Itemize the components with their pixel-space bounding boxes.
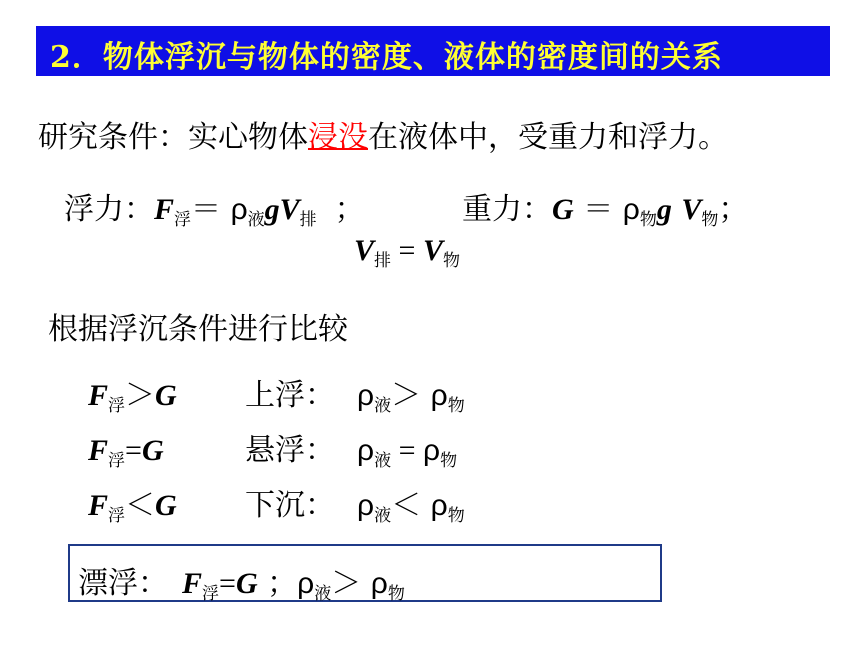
case-3-rho2: ρ	[430, 489, 448, 522]
case-1-state: 上浮：	[245, 378, 335, 413]
gravity-label: 重力：	[462, 192, 552, 227]
gravity-formula	[462, 184, 748, 228]
volume-eq: =	[391, 234, 423, 267]
buoyancy-rho-sub: 液	[247, 210, 265, 230]
case-2-F: F	[88, 434, 109, 467]
case-2-rho1: ρ	[357, 434, 375, 467]
buoyancy-g: g	[264, 193, 280, 226]
buoyancy-label: 浮力：	[64, 192, 154, 227]
buoyancy-F: F	[154, 193, 175, 226]
floating-formula	[78, 558, 405, 602]
case-3-rel: ＜	[391, 489, 422, 522]
volume-equation	[354, 233, 460, 271]
floating-rho2-sub: 物	[387, 584, 405, 604]
floating-G: G	[235, 567, 258, 600]
floating-separator: ；	[267, 566, 298, 601]
condition-line	[38, 112, 728, 156]
volume-V2-sub: 物	[442, 251, 460, 271]
buoyancy-eq: ＝	[191, 193, 222, 226]
case-2-G: G	[141, 434, 164, 467]
condition-text-after: 在液体中，受重力和浮力。	[368, 120, 728, 155]
case-1-F: F	[88, 379, 109, 412]
case-1-rho1: ρ	[357, 379, 375, 412]
gravity-rho-sub: 物	[639, 210, 657, 230]
case-row	[88, 425, 457, 469]
floating-rho1: ρ	[297, 567, 315, 600]
buoyancy-formula	[64, 184, 365, 228]
buoyancy-V-sub: 排	[299, 210, 317, 230]
case-3-G: G	[155, 489, 177, 522]
case-3-F-sub: 浮	[108, 506, 126, 526]
case-3-op: ＜	[125, 489, 156, 522]
case-1-op: ＞	[125, 379, 156, 412]
floating-F: F	[182, 567, 203, 600]
buoyancy-V: V	[279, 193, 300, 226]
case-1-rho2-sub: 物	[447, 396, 465, 416]
floating-F-sub: 浮	[202, 584, 220, 604]
floating-label: 漂浮：	[78, 566, 168, 601]
case-2-rho2: ρ	[423, 434, 441, 467]
floating-rho1-sub: 液	[314, 584, 332, 604]
case-2-state: 悬浮：	[245, 433, 335, 468]
volume-V1: V	[354, 234, 375, 267]
gravity-V: V	[681, 193, 702, 226]
gravity-rho: ρ	[622, 193, 640, 226]
case-3-state: 下沉：	[245, 488, 335, 523]
condition-text-before: 研究条件：实心物体	[38, 120, 308, 155]
case-2-rho2-sub: 物	[440, 451, 458, 471]
case-3-F: F	[88, 489, 109, 522]
case-3-rho2-sub: 物	[447, 506, 465, 526]
condition-highlight: 浸没	[308, 120, 368, 155]
case-row	[88, 480, 465, 524]
volume-V2: V	[422, 234, 443, 267]
volume-V1-sub: 排	[374, 251, 392, 271]
case-row	[88, 370, 465, 414]
case-1-F-sub: 浮	[108, 396, 126, 416]
buoyancy-separator: ；	[334, 192, 365, 227]
compare-heading: 根据浮沉条件进行比较	[48, 312, 348, 347]
case-1-G: G	[155, 379, 177, 412]
case-1-rho1-sub: 液	[374, 396, 392, 416]
gravity-g: g	[656, 193, 672, 226]
case-3-rho1-sub: 液	[374, 506, 392, 526]
slide-title: 2．物体浮沉与物体的密度、液体的密度间的关系	[50, 40, 723, 75]
title-banner	[36, 26, 830, 76]
case-2-op: =	[125, 434, 142, 467]
case-2-rho1-sub: 液	[374, 451, 392, 471]
gravity-V-sub: 物	[701, 210, 719, 230]
floating-op: =	[219, 567, 236, 600]
floating-rel: ＞	[331, 567, 362, 600]
buoyancy-rho: ρ	[230, 193, 248, 226]
case-2-rel: =	[391, 434, 423, 467]
case-3-rho1: ρ	[357, 489, 375, 522]
gravity-G: G	[552, 193, 574, 226]
case-2-F-sub: 浮	[108, 451, 126, 471]
case-1-rel: ＞	[391, 379, 422, 412]
floating-rho2: ρ	[370, 567, 388, 600]
gravity-eq: ＝	[583, 193, 614, 226]
buoyancy-F-sub: 浮	[174, 210, 192, 230]
case-1-rho2: ρ	[430, 379, 448, 412]
gravity-separator: ；	[718, 192, 749, 227]
